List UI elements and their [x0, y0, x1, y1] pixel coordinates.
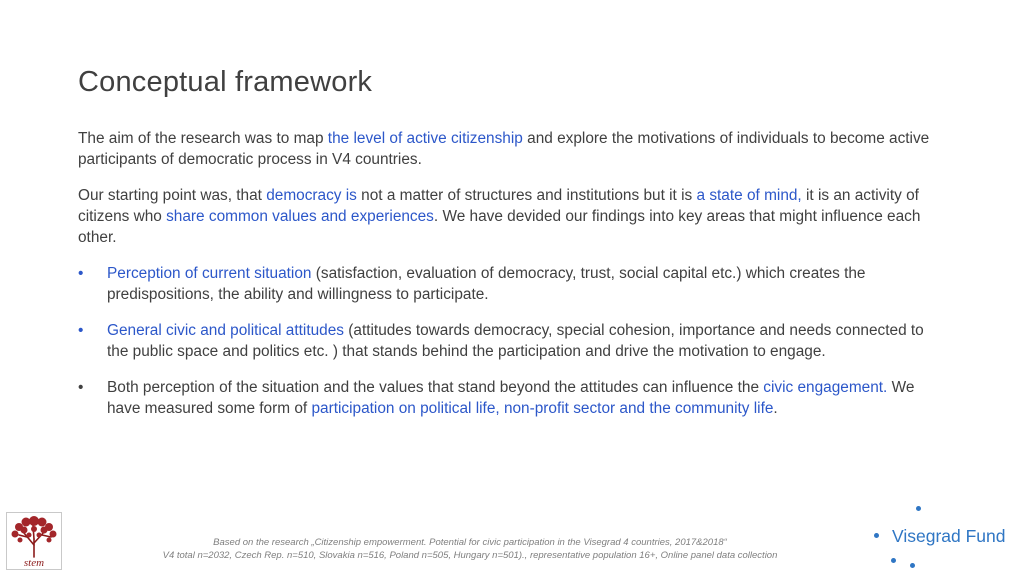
text-run: We have measured some form of: [107, 379, 915, 417]
text-run: Our starting point was, that: [78, 187, 267, 204]
bullet-engagement: [78, 377, 948, 419]
text-run: . We have devided our findings into key areas that might influence each other.: [78, 208, 921, 246]
text-run: (attitudes towards democracy, special cohesion, importance and needs connected to the public space and politics etc. ) that stands behind the participation and drive the motivation to engage.: [107, 322, 924, 360]
highlight-state-of-mind: a state of mind,: [696, 187, 802, 204]
logo-dot-icon: [910, 563, 915, 568]
bullet-perception: [78, 263, 948, 305]
text-run: not a matter of structures and institutions but it is: [356, 187, 697, 204]
text-run: it is an activity of citizens who: [78, 187, 919, 225]
bullet-dot: •: [78, 265, 84, 282]
logo-dot-icon: [874, 533, 879, 538]
text-run: (satisfaction, evaluation of democracy, trust, social capital etc.) which creates the predispositions, the ability and willingness to participate.: [107, 265, 866, 303]
page-title: Conceptual framework: [78, 66, 373, 98]
slide-body: [78, 128, 948, 434]
highlight-perception: Perception of current situation: [107, 265, 312, 282]
text-run: .: [773, 400, 778, 417]
starting-point-paragraph: [78, 185, 948, 248]
highlight-civic-engagement: civic engagement.: [763, 379, 888, 396]
highlight-active-citizenship: the level of active citizenship: [327, 130, 523, 147]
stem-logo: [6, 512, 62, 570]
highlight-shared-values: share common values and experiences: [166, 208, 434, 225]
bullet-dot: •: [78, 322, 84, 339]
bullet-attitudes: [78, 320, 948, 362]
intro-paragraph: [78, 128, 948, 170]
visegrad-fund-text: Visegrad Fund: [892, 526, 1006, 546]
logo-dot-icon: [916, 506, 921, 511]
stem-tree-icon: [7, 513, 61, 569]
highlight-democracy: democracy is: [266, 187, 357, 204]
highlight-attitudes: General civic and political attitudes: [107, 322, 344, 339]
text-run: and explore the motivations of individuals to become active participants of democratic process in V4 countries.: [78, 130, 930, 168]
footer-source: Based on the research „Citizenship empowerment. Potential for civic participation in the Visegrad 4 countries, 2017&2018“: [213, 537, 727, 548]
visegrad-fund-logo: [864, 500, 1024, 576]
bullet-dot: •: [78, 379, 84, 396]
text-run: Both perception of the situation and the values that stand beyond the attitudes can influence the: [107, 379, 764, 396]
stem-logo-text: stem: [23, 557, 45, 569]
footer-sample: V4 total n=2032, Czech Rep. n=510, Slovakia n=516, Poland n=505, Hungary n=501)., representative population 16+, Online panel data collection: [162, 550, 778, 561]
highlight-participation: participation on political life, non-profit sector and the community life: [311, 400, 774, 417]
text-run: The aim of the research was to map: [78, 130, 328, 147]
logo-dot-icon: [891, 558, 896, 563]
